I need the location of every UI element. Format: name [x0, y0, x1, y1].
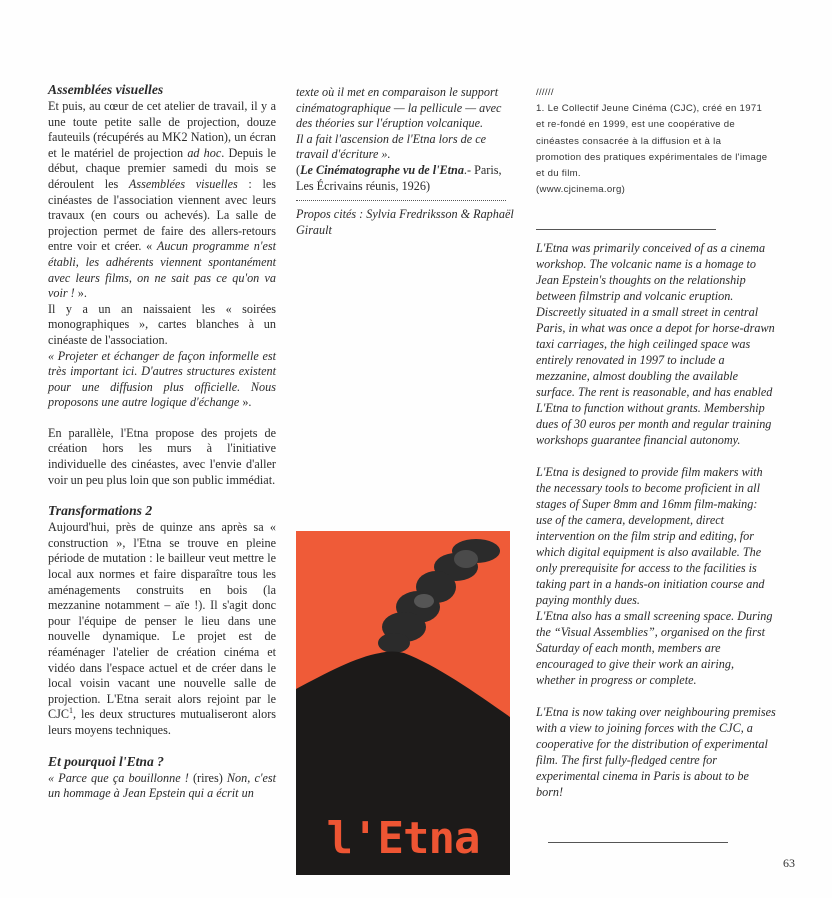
english-column — [536, 240, 776, 800]
quote-projeter: « Projeter et échanger de façon informelle est très important ici. D'autres structures existent pour une diffusion plus officielle. Nous proposons une autre logique d'échange ». — [48, 348, 276, 410]
dotted-divider — [296, 200, 506, 201]
paragraph-assemblees: Et puis, au cœur de cet atelier de travail, il y a une toute petite salle de projection, douze fauteuils (récupérés au MK2 Nation), un écran et le matériel de projection ad hoc. Depuis le début, chaque premier samedi du mois se déroulent les Assemblées visuelles : les cinéastes de l'association viennent avec leurs travaux (en cours ou achevés). La salle de projection permet de faire des allers-retours entre voir et créer. « Aucun programme n'est établi, les adhérents viennent spontanément avec leurs films, on ne sait pas ce qu'on va voir ! ». — [48, 99, 276, 301]
heading-pourquoi: Et pourquoi l'Etna ? — [48, 753, 164, 769]
citation-reference: (Le Cinématographe vu de l'Etna.- Paris, Les Écrivains réunis, 1926) — [296, 162, 502, 193]
etna-poster-image — [296, 531, 510, 875]
divider-bottom — [548, 842, 728, 843]
poster-title: l'Etna — [326, 813, 480, 864]
paragraph-soirees: Il y a un an naissaient les « soirées monographiques », cartes blanches à un cinéaste de l'association. — [48, 301, 276, 347]
french-column-middle — [296, 85, 518, 238]
footnote-block — [536, 85, 768, 198]
divider-top — [536, 229, 716, 230]
english-paragraph-1: L'Etna was primarily conceived of as a cinema workshop. The volcanic name is a homage to Jean Epstein's thoughts on the relationship between filmstrip and volcanic eruption. Discreetly situated in a small street in central Paris, in what was once a depot for horse-drawn taxi carriages, the high ceilinged space was entirely renovated in 1997 to include a mezzanine, almost doubling the available surface. The rent is reasonable, and has enabled L'Etna to function without grants. Membership dues of 30 euros per month and regular training workshops guarantee financial autonomy. — [536, 241, 775, 447]
paragraph-texte: texte où il met en comparaison le support cinématographique — la pellicule — avec des théories sur l'éruption volcanique. — [296, 85, 502, 131]
paragraph-ascension: Il a fait l'ascension de l'Etna lors de ce travail d'écriture ». — [296, 131, 487, 162]
page-number: 63 — [783, 856, 795, 870]
french-column-left — [48, 82, 276, 802]
smoke-plume — [378, 539, 500, 653]
english-paragraph-3: L'Etna also has a small screening space. During the “Visual Assemblies”, organised on the first Saturday of each month, members are encouraged to give their work an airing, whether in progress or complete. — [536, 609, 773, 687]
credit-line: Propos cités : Sylvia Fredriksson & Raphaël Girault — [296, 207, 514, 237]
heading-assemblees-visuelles: Assemblées visuelles — [48, 82, 164, 97]
paragraph-transformations: Aujourd'hui, près de quinze ans après sa « construction », l'Etna se trouve en pleine période de mutation : le bailleur veut mettre le local aux normes et faire disparaître tous les aménagements construits en bois (la mezzanine notamment – aïe !). Il s'agit donc pour l'équipe de penser le lieu dans une nouvelle dynamique. Le projet est de réaménager l'atelier de création cinéma et vidéo dans l'espace actuel et de créer dans le local voisin vacant une nouvelle salle de projection. L'Etna serait alors rejoint par le CJC$^1$, les deux structures mutualiseront alors leurs moyens techniques. — [48, 520, 276, 737]
paragraph-pourquoi: « Parce que ça bouillonne ! (rires) Non, c'est un hommage à Jean Epstein qui a écrit un — [48, 770, 276, 801]
heading-transformations: Transformations 2 — [48, 503, 153, 519]
english-paragraph-2: L'Etna is designed to provide film makers with the necessary tools to become proficient in all stages of Super 8mm and 16mm film-making: use of the camera, development, direct intervention on the film strip and editing, for which digital equipment is also available. The only prerequisite for access to the facilities is taking part in a hands-on initiation course and paying monthly dues. — [536, 465, 765, 607]
footnote-url: (www.cjcinema.org) — [536, 184, 626, 196]
footnote-marker: ////// — [536, 87, 554, 98]
footnote-text: 1. Le Collectif Jeune Cinéma (CJC), créé en 1971 et re-fondé en 1999, est une coopérative de cinéastes consacrée à la diffusion et à la promotion des pratiques expérimentales de l'image et du film. — [536, 103, 768, 180]
english-paragraph-4: L'Etna is now taking over neighbouring premises with a view to joining forces with the CJC, a cooperative for the distribution of experimental film. The first fully-fledged centre for experimental cinema in Paris is about to be born! — [536, 705, 776, 799]
paragraph-parallele: En parallèle, l'Etna propose des projets de création hors les murs à l'initiative individuelle des cinéastes, avec l'envie d'aller voir un peu plus loin que son public immédiat. — [48, 425, 276, 487]
